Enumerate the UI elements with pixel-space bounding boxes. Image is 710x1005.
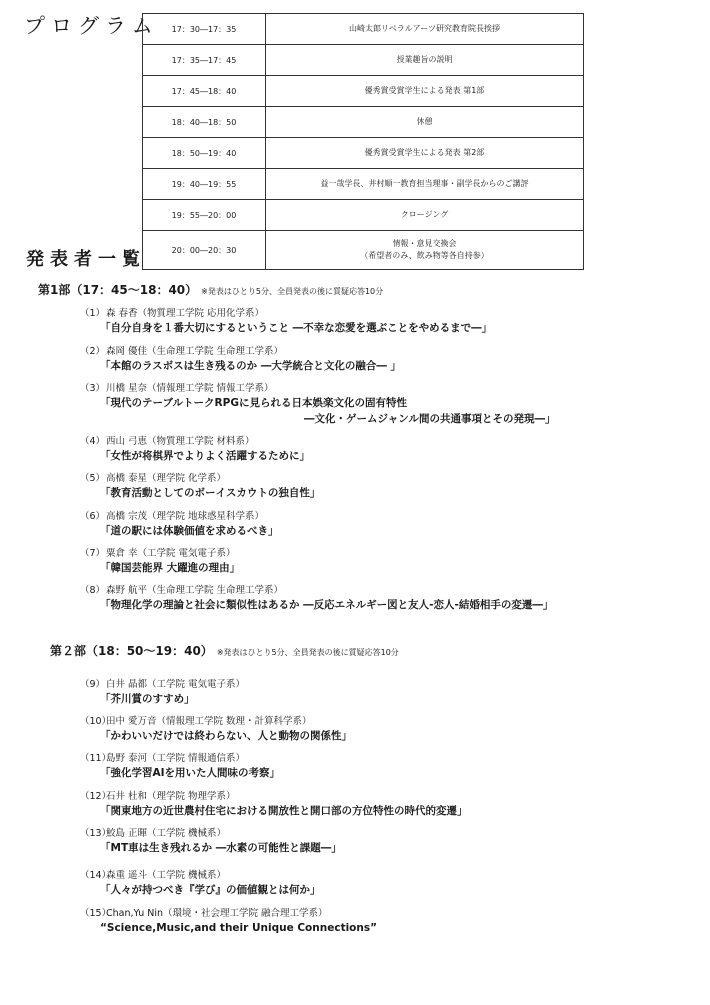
schedule-event-cell [266,231,584,270]
presenter-entry [80,472,320,501]
presenter-entry [80,382,556,427]
presenter-entry [80,790,468,819]
schedule-row [143,14,584,45]
entry-number: （3） [80,383,106,394]
presenter-entry [80,307,492,336]
entry-number: （13） [80,828,112,839]
presenter-entry [80,715,352,744]
entry-number: （14） [80,870,112,881]
schedule-event-note: （希望者のみ、飲み物等各自持参） [360,251,489,260]
entry-number: （9） [80,679,106,690]
presenter-name: 森野 航平（生命理工学院 生命理工学系） [106,585,284,596]
presenter-line [80,472,320,485]
schedule-table [142,13,584,270]
part-note: ※発表はひとり5分、全員発表の後に質疑応答10分 [201,287,384,296]
presentation-title: 「芥川賞のすすめ」 [100,693,195,705]
presentation-title: 「関東地方の近世農村住宅における開放性と開口部の方位特性の時代的変遷」 [100,805,468,817]
entry-number: （1） [80,308,106,319]
entry-number: （5） [80,473,106,484]
schedule-row [143,200,584,231]
schedule-time: 17：30―17：35 [143,14,266,45]
presenter-entry [80,345,401,374]
schedule-event: 休憩 [266,107,584,138]
presentation-title: 「本館のラスボスは生き残るのか ―大学統合と文化の融合― 」 [100,360,401,372]
schedule-row [143,138,584,169]
presenter-line [80,790,468,803]
schedule-event: クロージング [266,200,584,231]
presenter-line [80,715,352,728]
schedule-event: 優秀賞受賞学生による発表 第2部 [266,138,584,169]
entry-number: （6） [80,511,106,522]
presenter-line [80,584,553,597]
presentation-title: 「強化学習AIを用いた人間味の考察」 [100,767,281,779]
presentation-title: 「人々が持つべき『学び』の価値観とは何か」 [100,884,321,896]
presenter-entry [80,678,245,707]
presentation-title: 「MT車は生き残れるか ―水素の可能性と課題―」 [100,842,342,854]
entry-number: （2） [80,346,106,357]
presenter-line [80,827,342,840]
presentation-title: 「女性が将棋界でよりよく活躍するために」 [100,450,310,462]
presentation-title: 「自分自身を１番大切にするということ ―不幸な恋愛を選ぶことをやめるまで―」 [100,322,493,334]
presenter-line [80,678,245,691]
presenter-name: 島野 泰河（工学院 情報通信系） [106,753,246,764]
schedule-time: 18：50―19：40 [143,138,266,169]
entry-number: （10） [80,716,112,727]
entry-number: （15） [80,908,112,919]
presenter-name: 川橋 星奈（情報理工学院 情報工学系） [106,383,274,394]
presentation-title: 「韓国芸能界 大躍進の理由」 [100,562,241,574]
presenter-entry [80,547,240,576]
presentation-title: “Science,Music,and their Unique Connections” [100,922,378,934]
presenter-name: 森重 遥斗（工学院 機械系） [106,870,227,881]
presentation-title: 「教育活動としてのボーイスカウトの独自性」 [100,487,321,499]
presenter-name: 粟倉 幸（工学院 電気電子系） [106,548,236,559]
part2-heading [50,642,399,659]
entry-number: （11） [80,753,112,764]
presenter-entry [80,907,377,936]
schedule-row [143,107,584,138]
presenter-line [80,345,401,358]
schedule-row [143,45,584,76]
presenter-name: 石井 杜和（理学院 物理学系） [106,791,236,802]
presenter-line [80,752,280,765]
presenter-entry [80,869,321,898]
presenter-line [80,869,321,882]
presenter-name: 鮫島 正暉（工学院 機械系） [106,828,227,839]
presenter-name: 森岡 優佳（生命理工学院 生命理工学系） [106,346,284,357]
entry-number: （12） [80,791,112,802]
presenter-line [80,907,377,920]
part-title: 第２部（18：50～19：40） [50,644,213,658]
part-title: 第1部（17：45～18：40） [38,283,198,297]
presenter-entry [80,435,310,464]
entry-number: （4） [80,436,106,447]
presenter-name: 白井 晶都（工学院 電気電子系） [106,679,246,690]
schedule-time: 20：00―20：30 [143,231,266,270]
schedule-event: 授業趣旨の説明 [266,45,584,76]
schedule-time: 18：40―18：50 [143,107,266,138]
presentation-title: 「かわいいだけでは終わらない、人と動物の関係性」 [100,730,352,742]
presenter-name: 西山 弓恵（物質理工学院 材料系） [106,436,255,447]
schedule-row [143,231,584,270]
schedule-event: 情報・意見交換会 [392,239,457,248]
presentation-title: 「現代のテーブルトークRPGに見られる日本娯楽文化の固有特性 [100,397,407,409]
presenter-entry [80,827,342,856]
presenter-entry [80,584,553,613]
presenter-line [80,307,492,320]
schedule-row [143,169,584,200]
presenter-entry [80,752,280,781]
presenter-name: Chan,Yu Nin（環境・社会理工学院 融合理工学系） [106,908,328,919]
schedule-row [143,76,584,107]
presenter-line [80,435,310,448]
presenter-line [80,510,279,523]
schedule-time: 17：45―18：40 [143,76,266,107]
schedule-event: 優秀賞受賞学生による発表 第1部 [266,76,584,107]
entry-number: （7） [80,548,106,559]
presenters-heading: 発表者一覧 [26,249,146,270]
presenter-name: 森 春香（物質理工学院 応用化学系） [106,308,265,319]
presentation-subtitle: ―文化・ゲームジャンル間の共通事項とその発現―」 [304,413,556,425]
presenter-name: 高橋 泰星（理学院 化学系） [106,473,227,484]
presentation-title: 「道の駅には体験価値を求めるべき」 [100,525,279,537]
schedule-event: 益一哉学長、井村順一教育担当理事・副学長からのご講評 [266,169,584,200]
schedule-time: 19：55―20：00 [143,200,266,231]
presenter-name: 高橋 宗茂（理学院 地球惑星科学系） [106,511,265,522]
presentation-title: 「物理化学の理論と社会に類似性はあるか ―反応エネルギー図と友人-恋人-結婚相手の変遷―」 [100,599,554,611]
presenter-line [80,547,240,560]
presenter-name: 田中 愛万音（情報理工学院 数理・計算科学系） [106,716,312,727]
schedule-time: 17：35―17：45 [143,45,266,76]
program-heading: プログラム [24,14,159,38]
presenter-line [80,382,556,395]
schedule-event: 山崎太郎リベラルアーツ研究教育院長挨拶 [266,14,584,45]
presenter-entry [80,510,279,539]
entry-number: （8） [80,585,106,596]
part-note: ※発表はひとり5分、全員発表の後に質疑応答10分 [216,648,399,657]
schedule-time: 19：40―19：55 [143,169,266,200]
part1-heading [38,281,383,298]
